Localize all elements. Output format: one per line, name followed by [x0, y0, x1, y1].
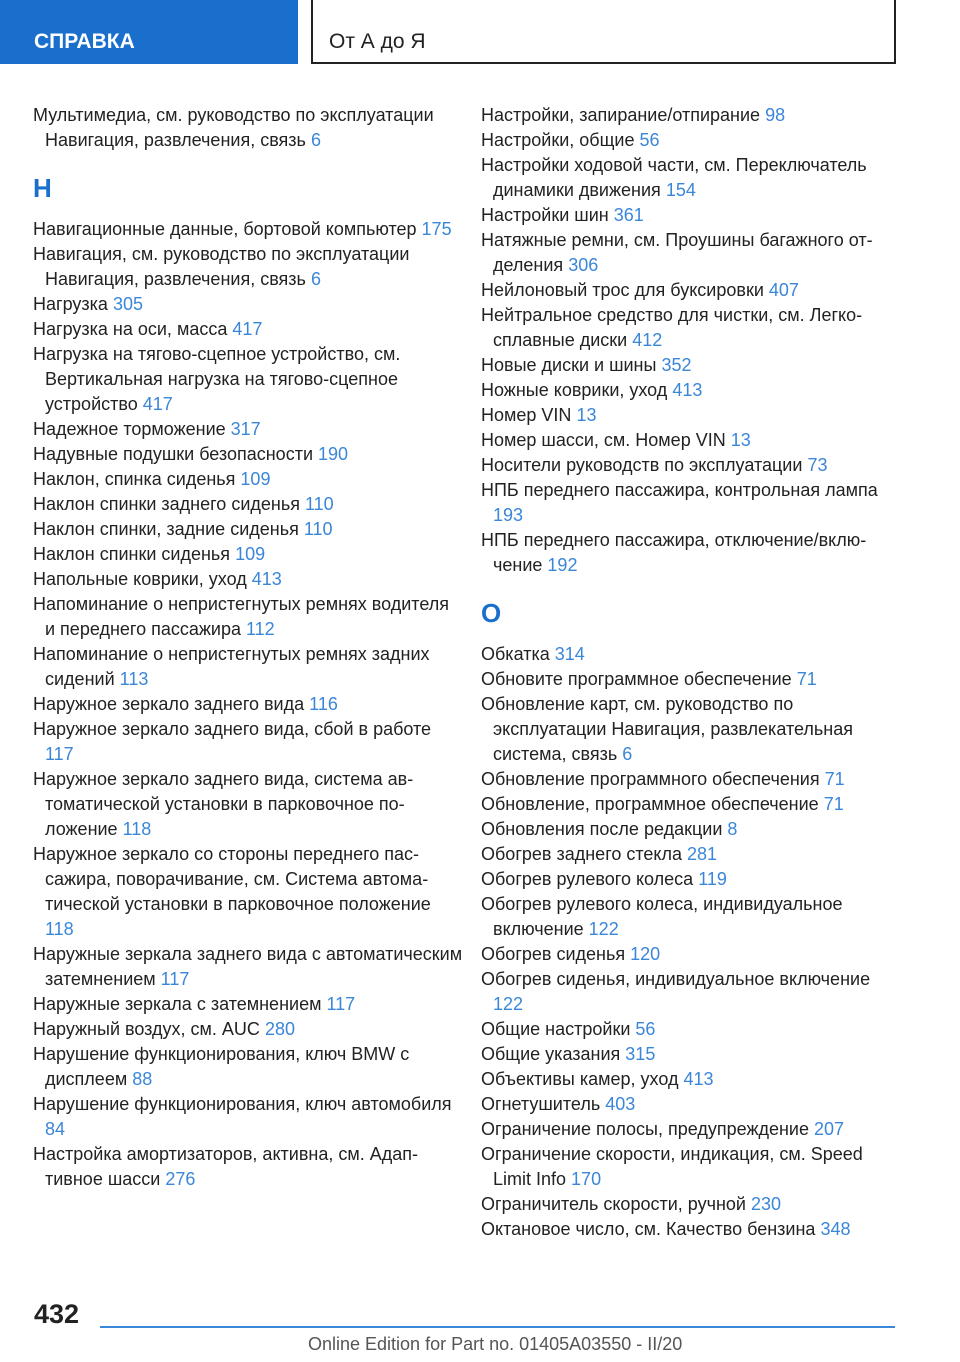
page-reference-link[interactable]: 6 [310, 269, 321, 289]
index-entry [481, 278, 901, 303]
index-entry [33, 292, 463, 317]
page-reference-link[interactable]: 73 [807, 455, 828, 475]
index-entry [481, 1092, 901, 1117]
index-entry-text: Нарушение функционирования, ключ BMW с дисплеем [33, 1044, 410, 1089]
index-entry [33, 1042, 463, 1092]
index-entry-text: Новые диски и шины [481, 355, 657, 375]
page-reference-link[interactable]: 348 [820, 1219, 851, 1239]
index-entry [481, 203, 901, 228]
page-reference-link[interactable]: 56 [639, 130, 660, 150]
index-entry [33, 492, 463, 517]
index-entry-text: Мультимедиа, см. руководство по эксплуатации Навигация, развлечения, связь [33, 105, 434, 150]
index-entry [33, 103, 463, 153]
index-entry-text: Обкатка [481, 644, 550, 664]
index-entry [33, 767, 463, 842]
page-reference-link[interactable]: 207 [814, 1119, 845, 1139]
section-tab: СПРАВКА [0, 0, 298, 64]
page-reference-link[interactable]: 118 [45, 919, 74, 939]
index-entry-text: Октановое число, см. Качество бензина [481, 1219, 816, 1239]
page-reference-link[interactable]: 413 [251, 569, 282, 589]
page-reference-link[interactable]: 122 [588, 919, 619, 939]
index-letter-heading: О [481, 598, 502, 628]
index-entry-text: Наружное зеркало заднего вида, система автоматической установки в парковочное положение [33, 769, 414, 839]
page-reference-link[interactable]: 98 [765, 105, 786, 125]
page-reference-link[interactable]: 413 [672, 380, 703, 400]
index-entry-text: Натяжные ремни, см. Проушины багажного отделения [481, 230, 873, 275]
page-reference-link[interactable]: 276 [165, 1169, 196, 1189]
index-entry [481, 792, 901, 817]
page-reference-link[interactable]: 109 [240, 469, 271, 489]
index-entry-text: Надувные подушки безопасности [33, 444, 313, 464]
index-entry [33, 467, 463, 492]
page-reference-link[interactable]: 403 [605, 1094, 636, 1114]
footer-divider [100, 1326, 895, 1328]
index-entry-text: Объективы камер, уход [481, 1069, 679, 1089]
page-reference-link[interactable]: 120 [630, 944, 661, 964]
page-reference-link[interactable]: 116 [309, 694, 338, 714]
page-reference-link[interactable]: 230 [750, 1194, 782, 1214]
index-entry-text: Обновление карт, см. руководство по эксплуатации Навигация, развлекательная система, связь [481, 694, 853, 764]
page-header [0, 0, 960, 86]
index-entry [481, 478, 901, 528]
index-entry [481, 642, 901, 667]
index-entry-text: Нарушение функционирования, ключ автомобиля [33, 1094, 452, 1114]
index-column-right [481, 103, 901, 1242]
index-entry [481, 1117, 901, 1142]
index-entry [481, 1217, 901, 1242]
page-reference-link[interactable]: 119 [698, 869, 727, 889]
index-entry-text: Наклон, спинка сиденья [33, 469, 236, 489]
index-entry [33, 692, 463, 717]
index-entry-text: Обновление программного обеспечения [481, 769, 820, 789]
index-entry [33, 417, 463, 442]
index-entry [33, 442, 463, 467]
index-entry-text: Настройка амортизаторов, активна, см. Адаптивное шасси [33, 1144, 418, 1189]
page-reference-link[interactable]: 117 [160, 969, 190, 989]
index-entry [481, 1192, 901, 1217]
index-entry [481, 128, 901, 153]
index-entry [481, 528, 901, 578]
page-reference-link[interactable]: 305 [112, 294, 143, 314]
index-entry [33, 1017, 463, 1042]
page-reference-link[interactable]: 13 [576, 405, 597, 425]
index-entry [481, 153, 901, 203]
index-entry-text: Обогрев сиденья, индивидуальное включение [481, 969, 871, 989]
index-entry [33, 567, 463, 592]
page-reference-link[interactable]: 118 [122, 819, 152, 839]
page-reference-link[interactable]: 112 [245, 619, 275, 639]
page-reference-link[interactable]: 192 [547, 555, 578, 575]
index-entry-text: Настройки шин [481, 205, 609, 225]
index-entry-text: Нагрузка [33, 294, 108, 314]
index-entry-text: Номер VIN [481, 405, 572, 425]
index-entry [33, 842, 463, 942]
index-entry [33, 1092, 463, 1142]
index-entry-text: Наружное зеркало со стороны переднего пассажира, поворачивание, см. Система автоматической установки в парковочное положение [33, 844, 431, 914]
index-entry [481, 967, 901, 1017]
index-entry-text: НПБ переднего пассажира, отключение/включение [481, 530, 867, 575]
index-entry [481, 1142, 901, 1192]
index-entry [33, 642, 463, 692]
index-entry [481, 303, 901, 353]
page-reference-link[interactable]: 6 [622, 744, 633, 764]
index-entry-text: Наклон спинки заднего сиденья [33, 494, 300, 514]
index-entry-text: Наклон спинки сиденья [33, 544, 231, 564]
page-reference-link[interactable]: 8 [727, 819, 738, 839]
index-entry [481, 842, 901, 867]
page-reference-link[interactable]: 109 [235, 544, 266, 564]
index-entry-text: Напоминание о непристегнутых ремнях водителя и переднего пассажира [33, 594, 449, 639]
page-reference-link[interactable]: 413 [683, 1069, 714, 1089]
page-reference-link[interactable]: 417 [232, 319, 263, 339]
index-entry [33, 317, 463, 342]
index-entry [481, 1017, 901, 1042]
index-entry-text: Наружные зеркала заднего вида с автоматическим затемнением [33, 944, 463, 989]
index-entry-text: Наклон спинки, задние сиденья [33, 519, 299, 539]
index-entry-text: Наружное зеркало заднего вида [33, 694, 305, 714]
index-entry [481, 867, 901, 892]
subsection-tab: От А до Я [311, 0, 896, 64]
index-entry [481, 403, 901, 428]
index-entry-text: Нейлоновый трос для буксировки [481, 280, 764, 300]
index-entry-text: Номер шасси, см. Номер VIN [481, 430, 726, 450]
index-entry [33, 1142, 463, 1192]
index-entry-text: Обновление, программное обеспечение [481, 794, 819, 814]
page-reference-link[interactable]: 315 [625, 1044, 656, 1064]
index-entry-text: Ножные коврики, уход [481, 380, 668, 400]
index-entry [481, 892, 901, 942]
page-reference-link[interactable]: 280 [264, 1019, 295, 1039]
index-entry-text: Обогрев заднего стекла [481, 844, 683, 864]
page-number: 432 [34, 1299, 80, 1329]
index-entry-text: Настройки, общие [481, 130, 635, 150]
page-reference-link[interactable]: 71 [796, 669, 817, 689]
index-entry [481, 378, 901, 403]
index-entry-text: Огнетушитель [481, 1094, 601, 1114]
index-entry-text: Нейтральное средство для чистки, см. Легкосплавные диски [481, 305, 863, 350]
page-reference-link[interactable]: 113 [119, 669, 149, 689]
index-entry [481, 353, 901, 378]
index-entry [481, 817, 901, 842]
index-entry [33, 942, 463, 992]
index-entry-text: НПБ переднего пассажира, контрольная лампа [481, 480, 878, 500]
page-reference-link[interactable]: 110 [304, 494, 334, 514]
index-entry [33, 242, 463, 292]
page-reference-link[interactable]: 314 [554, 644, 585, 664]
page-reference-link[interactable]: 193 [493, 505, 524, 525]
page-reference-link[interactable]: 281 [687, 844, 718, 864]
index-entry [33, 517, 463, 542]
index-entry-text: Наружные зеркала с затемнением [33, 994, 322, 1014]
page-reference-link[interactable]: 317 [230, 419, 261, 439]
page-reference-link[interactable]: 361 [613, 205, 644, 225]
index-entry-text: Ограничитель скорости, ручной [481, 1194, 746, 1214]
page-reference-link[interactable]: 170 [571, 1169, 602, 1189]
index-entry-text: Обогрев сиденья [481, 944, 626, 964]
page-reference-link[interactable]: 88 [132, 1069, 153, 1089]
page-reference-link[interactable]: 306 [568, 255, 599, 275]
index-entry [481, 667, 901, 692]
index-entry [481, 228, 901, 278]
page-reference-link[interactable]: 417 [142, 394, 173, 414]
index-entry-text: Напоминание о непристегнутых ремнях задних сидений [33, 644, 430, 689]
index-entry-text: Ограничение скорости, индикация, см. Speed Limit Info [481, 1144, 863, 1189]
page-reference-link[interactable]: 13 [730, 430, 751, 450]
index-column-left [33, 103, 463, 1192]
index-entry [33, 992, 463, 1017]
index-entry-text: Обновите программное обеспечение [481, 669, 792, 689]
index-entry [481, 692, 901, 767]
index-letter-heading: Н [33, 173, 52, 203]
index-entry-text: Носители руководств по эксплуатации [481, 455, 803, 475]
index-entry-text: Обогрев рулевого колеса, индивидуальное включение [481, 894, 843, 939]
page-reference-link[interactable]: 56 [635, 1019, 656, 1039]
page-reference-link[interactable]: 122 [493, 994, 524, 1014]
index-entry-text: Настройки ходовой части, см. Переключатель динамики движения [481, 155, 867, 200]
page-reference-link[interactable]: 175 [421, 219, 452, 239]
index-entry-text: Навигация, см. руководство по эксплуатации Навигация, развлечения, связь [33, 244, 410, 289]
index-entry [481, 1042, 901, 1067]
index-entry [481, 453, 901, 478]
index-entry [481, 767, 901, 792]
index-entry-text: Общие настройки [481, 1019, 631, 1039]
index-entry-text: Наружный воздух, см. AUC [33, 1019, 260, 1039]
index-entry-text: Общие указания [481, 1044, 621, 1064]
index-entry [33, 717, 463, 767]
index-entry [33, 542, 463, 567]
page-reference-link[interactable]: 352 [661, 355, 692, 375]
page-reference-link[interactable]: 407 [768, 280, 799, 300]
index-entry-text: Ограничение полосы, предупреждение [481, 1119, 809, 1139]
index-entry [481, 942, 901, 967]
index-entry [33, 342, 463, 417]
index-entry-text: Нагрузка на оси, масса [33, 319, 228, 339]
index-entry-text: Обновления после редакции [481, 819, 723, 839]
page-reference-link[interactable]: 84 [45, 1119, 66, 1139]
page-reference-link[interactable]: 6 [310, 130, 321, 150]
index-entry-text: Нагрузка на тягово-сцепное устройство, см. Вертикальная нагрузка на тягово-сцепное устройство [33, 344, 401, 414]
index-entry [481, 103, 901, 128]
index-entry-text: Настройки, запирание/отпирание [481, 105, 761, 125]
index-entry [481, 1067, 901, 1092]
index-entry [33, 217, 463, 242]
index-entry-text: Навигационные данные, бортовой компьютер [33, 219, 417, 239]
page-reference-link[interactable]: 190 [318, 444, 349, 464]
page-reference-link[interactable]: 117 [326, 994, 356, 1014]
index-entry-text: Обогрев рулевого колеса [481, 869, 694, 889]
page-reference-link[interactable]: 154 [665, 180, 696, 200]
edition-info: Online Edition for Part no. 01405A03550 - II/20 [308, 1334, 683, 1354]
index-entry-text: Напольные коврики, уход [33, 569, 247, 589]
page-reference-link[interactable]: 71 [823, 794, 844, 814]
index-entry-text: Наружное зеркало заднего вида, сбой в работе [33, 719, 432, 739]
page-reference-link[interactable]: 412 [632, 330, 663, 350]
page-reference-link[interactable]: 117 [45, 744, 74, 764]
index-entry-text: Надежное торможение [33, 419, 226, 439]
index-entry [481, 428, 901, 453]
page-reference-link[interactable]: 110 [303, 519, 333, 539]
page-reference-link[interactable]: 71 [824, 769, 845, 789]
index-entry [33, 592, 463, 642]
